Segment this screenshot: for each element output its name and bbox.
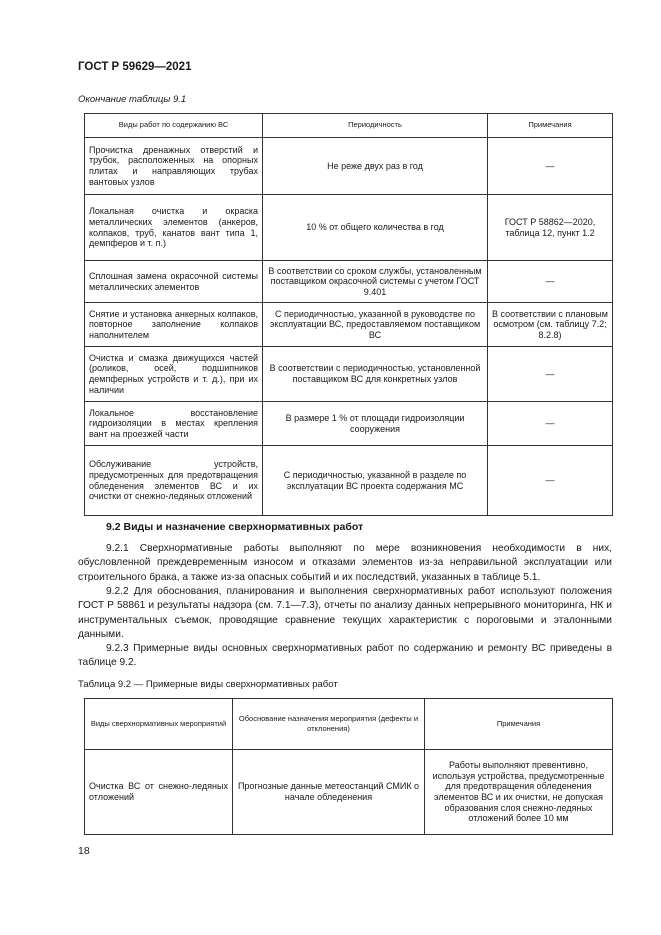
table-cell: ГОСТ Р 58862—2020, таблица 12, пункт 1.2 (488, 195, 613, 261)
table1-header-row (85, 114, 613, 138)
table-cell: Не реже двух раз в год (263, 138, 488, 195)
standard-id: ГОСТ Р 59629—2021 (78, 61, 192, 73)
section-heading: 9.2 Виды и назначение сверхнормативных работ (106, 521, 364, 533)
table-row (85, 446, 613, 516)
table-cell: — (488, 446, 613, 516)
table-cell: — (488, 138, 613, 195)
table-cell: Снятие и установка анкерных колпаков, повторное заполнение колпаков наполнителем (85, 303, 263, 347)
paragraph: 9.2.2 Для обоснования, планирования и выполнения сверхнормативных работ используют положения ГОСТ Р 58861 и результаты надзора (см. 7.1—7.3), отчеты по анализу данных непрерывного мониторинга, НК и инструментальных съемок, проводящие сравнение текущих характеристик с пороговыми и эталонными данными. (78, 586, 612, 641)
table2 (84, 698, 613, 835)
paragraph: 9.2.1 Сверхнормативные работы выполняют по мере возникновения необходимости в них, обусловленной преждевременным износом и отказами элементов из-за неправильной эксплуатации или строительного брака, а также из-за опасных событий и их последствий, указанных в таблице 5.1. (78, 543, 612, 583)
table1-header: Виды работ по содержанию ВС (85, 114, 263, 138)
paragraph: 9.2.3 Примерные виды основных сверхнормативных работ по содержанию и ремонту ВС приведены в таблице 9.2. (78, 643, 612, 669)
table-row (85, 750, 613, 835)
table1-header: Периодичность (263, 114, 488, 138)
table2-header-row (85, 699, 613, 750)
table-cell: В соответствии со сроком службы, установленным поставщиком окрасочной системы с учетом ГОСТ 9.401 (263, 261, 488, 303)
table2-header: Виды сверхнормативных мероприятий (85, 699, 233, 750)
table-cell: Работы выполняют превентивно, используя устройства, предусмотренные для предотвращения обледенения элементов ВС и их очистки, не допуская образования слоя снежно-ледяных отложений более 10 мм (425, 750, 613, 835)
table2-header: Обоснование назначения мероприятия (дефекты и отклонения) (233, 699, 425, 750)
table-cell: — (488, 261, 613, 303)
table-cell: 10 % от общего количества в год (263, 195, 488, 261)
table-row (85, 138, 613, 195)
table-cell: С периодичностью, указанной в руководстве по эксплуатации ВС, предоставляемом поставщиком ВС (263, 303, 488, 347)
table-cell: Прочистка дренажных отверстий и трубок, расположенных на опорных плитах и направляющих трубах вантовых узлов (85, 138, 263, 195)
table-cell: В размере 1 % от площади гидроизоляции сооружения (263, 402, 488, 446)
table-cell: Локальная очистка и окраска металлических элементов (анкеров, колпаков, труб, канатов вант типа 1, демпферов и т. п.) (85, 195, 263, 261)
table-cell: — (488, 347, 613, 402)
table-row (85, 261, 613, 303)
table-row (85, 402, 613, 446)
table-cell: Прогнозные данные метеостанций СМИК о начале обледенения (233, 750, 425, 835)
table1 (84, 113, 613, 516)
table-cell: Очистка ВС от снежно-ледяных отложений (85, 750, 233, 835)
table-row (85, 347, 613, 402)
table-row (85, 303, 613, 347)
table-cell: В соответствии с плановым осмотром (см. таблицу 7.2; 8.2.8) (488, 303, 613, 347)
table-row (85, 195, 613, 261)
table-cell: Сплошная замена окрасочной системы металлических элементов (85, 261, 263, 303)
table-cell: В соответствии с периодичностью, установленной поставщиком ВС для конкретных узлов (263, 347, 488, 402)
table-cell: Обслуживание устройств, предусмотренных для предотвращения обледенения элементов ВС и их очистки от снежно-ледяных отложений (85, 446, 263, 516)
table1-header: Примечания (488, 114, 613, 138)
page-number: 18 (78, 845, 90, 857)
table-cell: Очистка и смазка движущихся частей (роликов, осей, подшипников демпферных устройств и т. д.), при их наличии (85, 347, 263, 402)
table-cell: С периодичностью, указанной в разделе по эксплуатации ВС проекта содержания МС (263, 446, 488, 516)
table1-caption: Окончание таблицы 9.1 (78, 94, 187, 105)
table-cell: Локальное восстановление гидроизоляции в местах крепления вант на проезжей части (85, 402, 263, 446)
table2-caption: Таблица 9.2 — Примерные виды сверхнормативных работ (78, 679, 338, 690)
table2-header: Примечания (425, 699, 613, 750)
table-cell: — (488, 402, 613, 446)
